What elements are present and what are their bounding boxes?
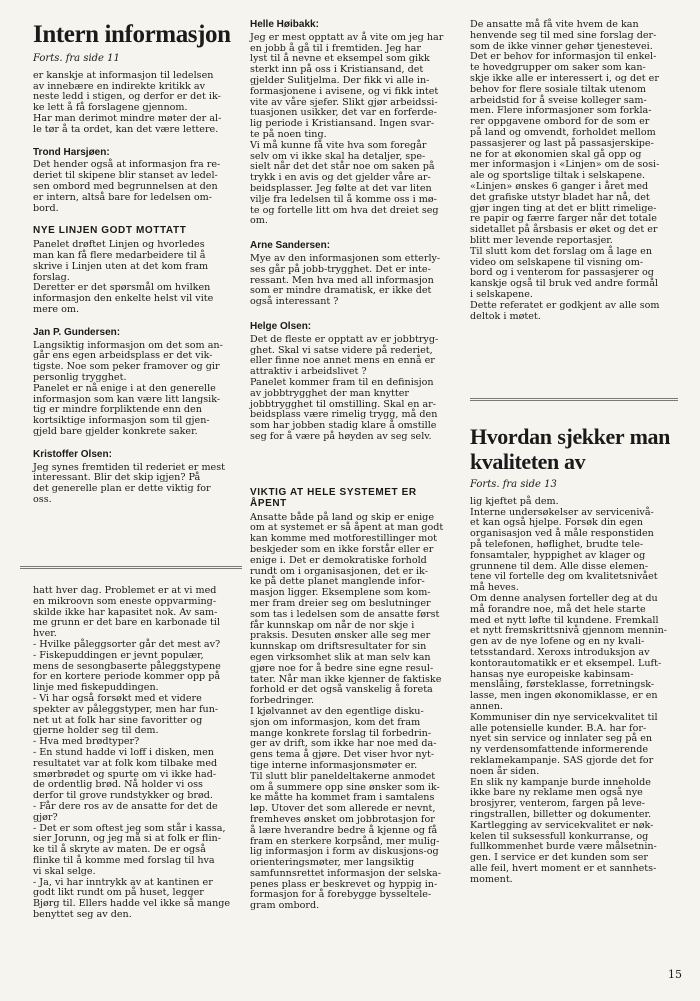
- section-heading: VIKTIG AT HELE SYSTEMET ER ÅPENT: [250, 487, 417, 509]
- divider: [470, 398, 678, 401]
- paragraph: Det de fleste er opptatt av er jobbtryg- ghet. Skal vi satse videre på rederiet, eller finne noe annet mens en ennå er attraktiv i arbeidslivet ? Panelet kommer fram til en definisjon av jobbtrygghet der man knytter jobbtrygghet til omstilling. Skal en ar- beidsplass være rimelig trygg, må den som har jobben stadig klare å omstille seg for å være på høyden av seg selv.: [250, 333, 439, 442]
- speaker-name: Arne Sandersen:: [250, 240, 331, 252]
- kantine-col: [33, 586, 241, 921]
- article-title: Hvordan sjekker man kvaliteten av: [470, 424, 670, 474]
- paragraph: Mye av den informasjonen som etterly- ses går på jobb-trygghet. Det er inte- ressant. Men hva med all informasjon som er mindre dramatisk, er ikke det også interessant ?: [250, 252, 441, 308]
- paragraph: De ansatte må få vite hvem de kan henvende seg til med sine forslag der- som de ikke vinner gehør tjenestevei. Det er behov for informasjon til enkel- te hovedgrupper om saker som kan- skje ikke alle er interessert i, og det er behov for flere sosiale tiltak utenom arbeidstid for å sveise kolleger sam- men. Flere informasjoner som forkla- rer oppgavene ombord for de som er på land og omvendt, forholdet mellom passasjerer og last på passasjerskipe- ne for at økonomien skal gå opp og mer informasjon i «Linjen» om de sosi- ale og sportslige tiltak i selskapene. «Linjen» ønskes 6 ganger i året med det grafiske utstyr bladet har nå, det gjør ingen ting at det er blitt rimelige- re papir og færre farger når det totale sidetallet på årsbasis er øket og det er blitt mer levende reportasjer. Til slutt kom det forslag om å lage en video om selskapene til visning om- bord og i venterom for passasjerer og kanskje også til bruk ved andre formål i selskapene. Dette referatet er godkjent av alle som deltok i møtet.: [470, 19, 660, 322]
- paragraph: lig kjeftet på dem. Interne undersøkelser av servicenivå- et kan også hjelpe. Forsøk din egen organisasjon ved å måle responstiden på telefonen, høflighet, brudte tele- fonsamtaler, hyppighet av klager og grunnene til dem. Alle disse elemen- tene vil fortelle deg om kvalitetsnivået må heves. Om denne analysen forteller deg at du må forandre noe, må det hele starte med et nytt løfte til kundene. Fremkall et nytt fremskrittsnivå gjennom mennin- gen av de nye lofene og en ny kvali- tetsstandard. Xeroxs introduksjon av kontorautomatikk er et eksempel. Luft- hansas nye europeiske kabinsam- menslåing, førsteklasse, forretningsk- lasse, men ingen økonomiklasse, er en annen. Kommuniser din nye servicekvalitet til alle potensielle kunder. B.A. har for- nyet sin service og innlater seg på en ny verdensomfattende informerende reklamekampanje. SAS gjorde det for noen år siden. En slik ny kampanje burde inneholde ikke bare ny reklame men også nye brosjyrer, venterom, fargen på leve- ringstrallen, billetter og dokumenter. Kartlegging av servicekvalitet er nøk- kelen til suksessfull konkurranse, og fullkommenhet burde være målsetnin- gen. I service er det kunden som ser alle feil, hvert moment er et sannhets- moment.: [470, 495, 668, 885]
- divider: [20, 566, 242, 569]
- page-number: 15: [668, 968, 682, 981]
- paragraph: Jeg synes fremtiden til rederiet er mest interessant. Blir det skip igjen? På det generelle plan er dette viktig for oss.: [33, 461, 225, 505]
- article-intern-col3: [470, 20, 676, 322]
- kvalitet-col: [470, 424, 676, 885]
- paragraph: Det hender også at informasjon fra re- deriet til skipene blir stanset av ledel- sen ombord med begrunnelsen at den er intern, altså bare for ledelsen om- bord.: [33, 159, 221, 214]
- speaker-name: Jan P. Gundersen:: [33, 326, 121, 338]
- paragraph: Jeg er mest opptatt av å vite om jeg har en jobb å gå til i fremtiden. Jeg har lyst til å nevne et eksempel som gikk sterkt inn på oss i Kristiansand, det gjelder Sulitjelma. Der fikk vi alle in- formasjonene i avisene, og vi fikk intet vite av våre sjefer. Slikt gjør arbeidssi- tuasjonen usikker, det var en forferde- lig periode i Kristiansand. Ingen svar- te på noen ting. Vi må kunne få vite hva som foregår selv om vi ikke skal ha detaljer, spe- sielt når det det står noe om saken på trykk i en avis og det gjelder våre ar- beidsplasser. Jeg følte at det var liten vilje fra ledelsen til å komme oss i mø- te og fortelle litt om hva det dreiet seg om.: [250, 31, 444, 227]
- continued-from: Forts. fra side 11: [33, 53, 120, 64]
- speaker-name: Helge Olsen:: [250, 320, 312, 332]
- article-title: Intern informasjon: [33, 21, 231, 48]
- speaker-name: Trond Harsjøen:: [33, 146, 110, 158]
- paragraph: er kanskje at informasjon til ledelsen av innebære en indirekte kritikk av neste ledd i stigen, og derfor er det ik- ke lett å få forslagene gjennom. Har man derimot mindre møter der al- le tør å ta ordet, kan det være lettere.: [33, 69, 222, 135]
- systemet-col: [250, 488, 458, 912]
- speaker-name: Helle Høibakk:: [250, 19, 319, 30]
- paragraph: Langsiktig informasjon om det som an- går ens egen arbeidsplass er det vik- tigste. Noe som peker framover og gir personlig trygghet. Panelet er nå enige i at den generelle informasjon som kan være litt langsik- tig er mindre forpliktende enn den kortsiktige informasjon som til gjen- gjeld bare gjelder konkrete saker.: [33, 339, 223, 437]
- section-heading: NYE LINJEN GODT MOTTATT: [33, 225, 187, 237]
- paragraph: hatt hver dag. Problemet er at vi med en mikroovn som eneste oppvarming- skilde ikke har kapasitet nok. Av sam- me grunn er det bare en karbonade til hver. - Hvilke påleggsorter går det mest av? - Fiskepuddingen er jevnt populær, mens de sesongbaserte påleggstypene for en kortere periode kommer opp på linje med fiskepuddingen. - Vi har også forsøkt med et videre spekter av påleggstyper, men har fun- net ut at folk har sine favoritter og gjerne holder seg til dem. - Hva med brødtyper? - En stund hadde vi loff i disken, men resultatet var at folk kom tilbake med smørbrødet og spurte om vi ikke had- de ordentlig brød. Nå holder vi oss derfor til grove rundstykker og brød. - Får dere ros av de ansatte for det de gjør? - Det er som oftest jeg som står i kassa, sier Jorunn, og jeg må si at folk er flin- ke til å skryte av maten. De er også flinke til å komme med forslag til hva vi skal selge. - Ja, vi har inntrykk av at kantinen er godt likt rundt om på huset, legger Bjørg til. Ellers hadde vel ikke så mange benyttet seg av den.: [33, 585, 231, 920]
- continued-from: Forts. fra side 13: [470, 479, 557, 490]
- article-intern-col2: [250, 20, 458, 443]
- paragraph: Panelet drøftet Linjen og hvorledes man kan få flere medarbeidere til å skrive i Linjen uten at det kom fram forslag. Deretter er det spørsmål om hvilken informasjon den enkelte helst vil vite mere om.: [33, 239, 214, 315]
- paragraph: Ansatte både på land og skip er enige om at systemet er så åpent at man godt kan komme med motforestillinger mot beskjeder som en ikke forstår eller er enige i. Det er demokratiske forhold rundt om i organisasjonen, det er ik- ke på dette planet manglende infor- masjon ligger. Eksemplene som kom- mer fram dreier seg om beslutninger som tas i ledelsen som de ansatte først får kunnskap om når de nor skje i praksis. Desuten ønsker alle seg mer kunnskap om driftsresultater for sin egen virksomhet slik at man selv kan gjøre noe for å bedre sine egne resul- tater. Når man ikke kjenner de faktiske forhold er det også vanskelig å foreta forbedringer. I kjølvannet av den egentlige disku- sjon om informasjon, kom det fram mange konkrete forslag til forbedrin- ger av drift, som ikke har noe med da- gens tema å gjøre. Det viser hvor nyt- tige interne informasjonsmøter er. Til slutt blir paneldeltakerne anmodet om å summere opp sine ønsker som ik- ke måtte ha kommet fram i samtalens løp. Utover det som allerede er nevnt, fremheves ønsket om jobbrotasjon for å lære hverandre bedre å kjenne og få fram en sterkere korpsånd, mer mulig- lig informasjon i form av diskusjons-og orienteringsmøter, mer langsiktig samfunnsrettet informasjon der selska- penes plass er beskrevet og hyppig in- formasjon for å forebygge bysseltele- gram ombord.: [250, 511, 444, 912]
- speaker-name: Kristoffer Olsen:: [33, 448, 112, 460]
- article-intern-col1: [33, 22, 241, 506]
